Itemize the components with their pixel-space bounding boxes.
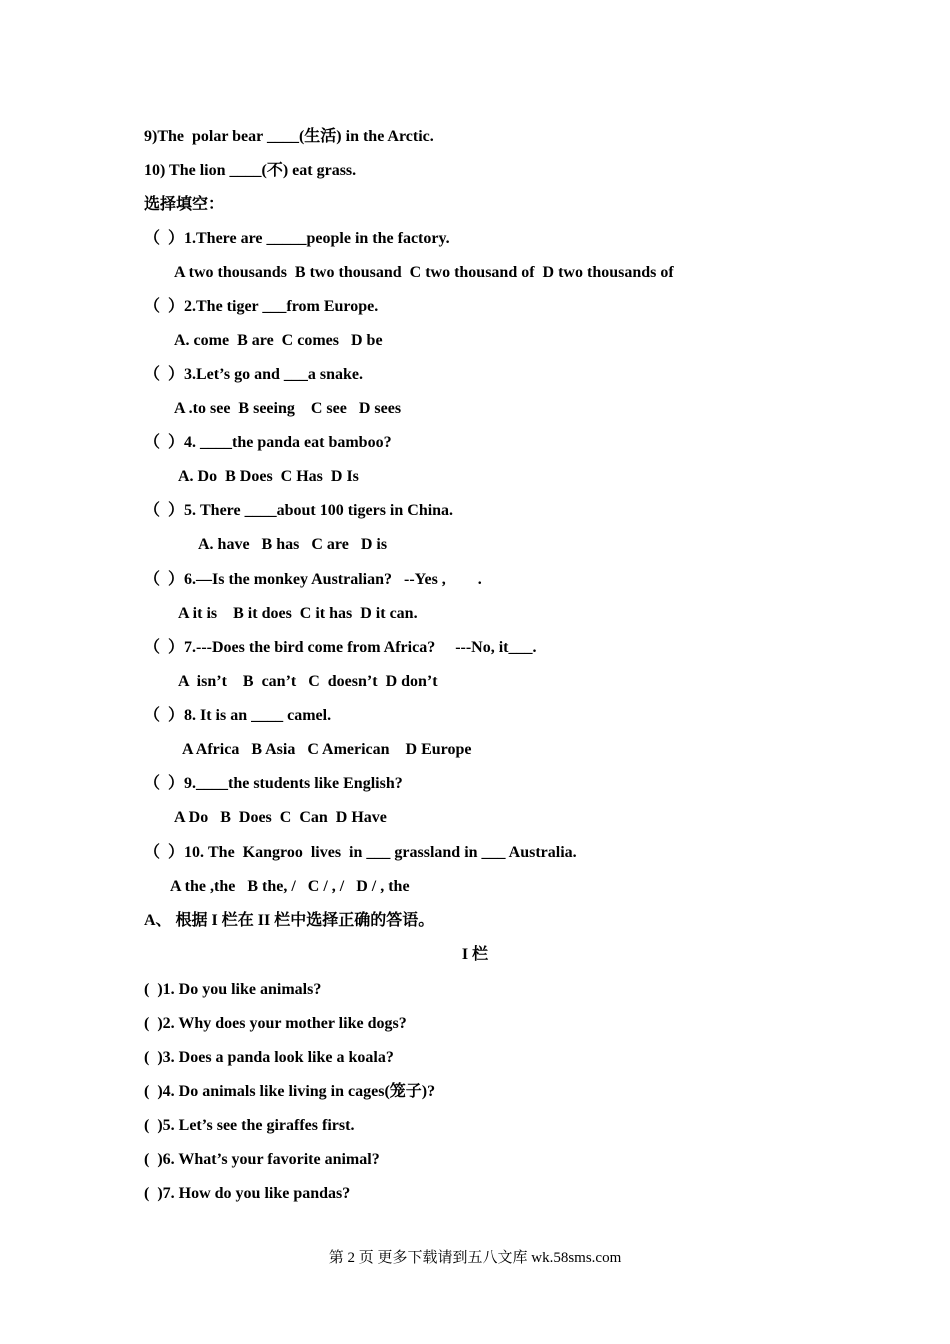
choice-options-10: A the ,the B the, / C / , / D / , the: [170, 878, 410, 895]
match-item-4: ( )4. Do animals like living in cages(笼子)?: [144, 1083, 436, 1100]
choice-question-2: （ ）2.The tiger ___from Europe.: [144, 298, 379, 315]
choice-options-6: A it is B it does C it has D it can.: [178, 605, 418, 622]
choice-question-3: （ ）3.Let’s go and ___a snake.: [144, 366, 363, 383]
section-heading-match: A、 根据 I 栏在 II 栏中选择正确的答语。: [144, 912, 435, 929]
choice-question-6: （ ）6.—Is the monkey Australian? --Yes , .: [144, 571, 482, 588]
choice-options-4: A. Do B Does C Has D Is: [178, 468, 359, 485]
match-item-5: ( )5. Let’s see the giraffes first.: [144, 1117, 355, 1134]
match-item-1: ( )1. Do you like animals?: [144, 981, 322, 998]
choice-options-3: A .to see B seeing C see D sees: [174, 400, 402, 417]
choice-question-9: （ ）9.____the students like English?: [144, 775, 403, 792]
choice-question-5: （ ）5. There ____about 100 tigers in China.: [144, 502, 454, 519]
match-item-7: ( )7. How do you like pandas?: [144, 1185, 351, 1202]
match-item-2: ( )2. Why does your mother like dogs?: [144, 1015, 407, 1032]
fill-question-9: 9)The polar bear ____(生活) in the Arctic.: [144, 128, 434, 145]
column-title-i: I 栏: [461, 946, 489, 963]
choice-question-4: （ ）4. ____the panda eat bamboo?: [144, 434, 392, 451]
choice-question-10: （ ）10. The Kangroo lives in ___ grassland in ___ Australia.: [144, 844, 577, 861]
choice-options-5: A. have B has C are D is: [198, 536, 388, 553]
section-heading-choice: 选择填空：: [144, 196, 225, 213]
page-footer: 第 2 页 更多下载请到五八文库 wk.58sms.com: [328, 1250, 622, 1266]
choice-options-9: A Do B Does C Can D Have: [174, 809, 387, 826]
choice-options-2: A. come B are C comes D be: [174, 332, 383, 349]
match-item-6: ( )6. What’s your favorite animal?: [144, 1151, 380, 1168]
choice-options-8: A Africa B Asia C American D Europe: [182, 741, 472, 758]
choice-options-7: A isn’t B can’t C doesn’t D don’t: [178, 673, 438, 690]
match-item-3: ( )3. Does a panda look like a koala?: [144, 1049, 394, 1066]
choice-question-8: （ ）8. It is an ____ camel.: [144, 707, 332, 724]
fill-question-10: 10) The lion ____(不) eat grass.: [144, 162, 357, 179]
choice-options-1: A two thousands B two thousand C two thousand of D two thousands of: [174, 264, 674, 281]
choice-question-7: （ ）7.---Does the bird come from Africa? ---No, it___.: [144, 639, 537, 656]
choice-question-1: （ ）1.There are _____people in the factory.: [144, 230, 450, 247]
